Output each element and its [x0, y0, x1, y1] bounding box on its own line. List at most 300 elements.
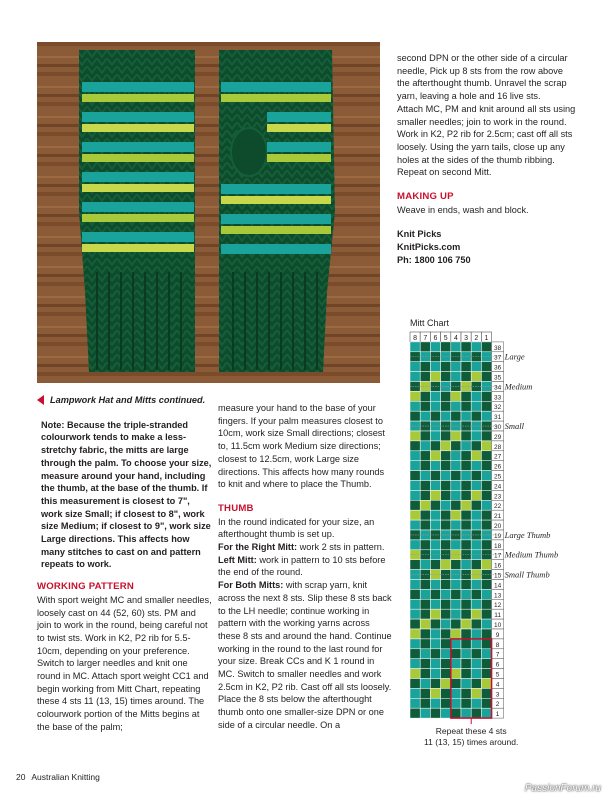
chart-cell — [430, 510, 440, 520]
chart-cell — [451, 471, 461, 481]
chart-cell — [430, 619, 440, 629]
row-number: 38 — [493, 344, 502, 352]
row-number: 18 — [493, 542, 502, 550]
chart-cell — [481, 580, 491, 590]
chart-cell — [441, 362, 451, 372]
chart-cell — [481, 441, 491, 451]
chart-cell — [420, 688, 430, 698]
chart-cell — [410, 639, 420, 649]
chart-cell — [461, 362, 471, 372]
chart-cell — [471, 490, 481, 500]
row-number: 24 — [493, 483, 502, 491]
chart-cell — [430, 629, 440, 639]
chart-cell — [430, 679, 440, 689]
chart-cell — [481, 490, 491, 500]
chart-cell — [420, 589, 430, 599]
chart-cell — [410, 500, 420, 510]
chart-cell — [441, 401, 451, 411]
right-column — [397, 52, 577, 267]
chart-cell — [461, 451, 471, 461]
chart-cell — [430, 580, 440, 590]
chart-cell — [441, 560, 451, 570]
measure-text: measure your hand to the base of your fingers. If your palm measures closest to 10cm, work size Small directions; closest to, 11.5cm work Medium size directions; closest to 12.5cm, work Large size directions. This affects how many rounds to knit and where to place the Thumb. — [218, 403, 385, 490]
chart-cell — [461, 520, 471, 530]
chart-cell — [441, 639, 451, 649]
chart-cell — [471, 372, 481, 382]
chart-cell — [481, 669, 491, 679]
chart-cell — [451, 639, 461, 649]
row-number: 8 — [495, 641, 500, 649]
row-number: 23 — [493, 493, 502, 501]
row-number: 4 — [495, 681, 500, 689]
chart-cell — [441, 391, 451, 401]
chart-cell — [430, 520, 440, 530]
chart-cell — [441, 431, 451, 441]
chart-cell — [410, 649, 420, 659]
chart-cell — [410, 451, 420, 461]
chart-cell — [461, 708, 471, 718]
mitts-illustration — [37, 42, 380, 383]
chart-cell — [481, 342, 491, 352]
chart-cell — [441, 372, 451, 382]
chart-cell — [441, 589, 451, 599]
size-label: Small Thumb — [504, 569, 550, 580]
chart-cell — [471, 560, 481, 570]
chart-cell — [410, 411, 420, 421]
chart-cell — [481, 609, 491, 619]
row-number: 16 — [493, 562, 502, 570]
chart-cell — [461, 669, 471, 679]
both-mitts-instruction — [218, 579, 393, 693]
chart-cell — [410, 461, 420, 471]
chart-cell — [410, 401, 420, 411]
chart-cell — [441, 342, 451, 352]
chart-cell — [441, 580, 451, 590]
chart-cell — [410, 490, 420, 500]
chart-cell — [471, 698, 481, 708]
row-number: 19 — [493, 532, 502, 540]
col-header-label: 8 — [413, 334, 418, 342]
both-mitts-label: For Both Mitts: — [218, 580, 284, 591]
chart-cell — [451, 698, 461, 708]
company-phone: Ph: 1800 106 750 — [397, 254, 471, 265]
chart-cell — [420, 698, 430, 708]
sizing-note: Note: Because the triple-stranded colourwork tends to make a less-stretchy fabric, the mitts are large through the palm. To choose your size, measure around your hand, including the thumb, at the base of the thumb. If this measurement is closest to 7", work size Small; if closest to 8", work size Medium; if closest to 9", work size Large directions. This affects how many stitches to cast on and pattern repeats to work. — [41, 419, 212, 570]
chart-cell — [481, 649, 491, 659]
row-number: 21 — [493, 513, 502, 521]
chart-cell — [420, 451, 430, 461]
chart-cell — [471, 481, 481, 491]
chart-cell — [471, 649, 481, 659]
chart-cell — [481, 500, 491, 510]
chart-title: Mitt Chart — [410, 318, 450, 328]
chart-cell — [461, 401, 471, 411]
chart-cell — [471, 411, 481, 421]
chart-cell — [471, 708, 481, 718]
chart-cell — [430, 481, 440, 491]
chart-cell — [451, 560, 461, 570]
chart-cell — [461, 609, 471, 619]
chart-cell — [420, 391, 430, 401]
chart-cell — [481, 362, 491, 372]
chart-cell — [410, 391, 420, 401]
chart-cell — [481, 659, 491, 669]
chart-cell — [451, 490, 461, 500]
chart-cell — [410, 708, 420, 718]
chart-cell — [481, 471, 491, 481]
making-up-heading: MAKING UP — [397, 191, 454, 203]
chart-cell — [451, 500, 461, 510]
chart-cell — [471, 362, 481, 372]
chart-cell — [461, 698, 471, 708]
chart-cell — [430, 461, 440, 471]
size-label: Small — [504, 421, 524, 431]
chart-cell — [410, 520, 420, 530]
row-number: 28 — [493, 443, 502, 451]
chart-cell — [420, 649, 430, 659]
chart-cell — [441, 481, 451, 491]
chart-cell — [410, 441, 420, 451]
chart-cell — [410, 619, 420, 629]
chart-cell — [441, 510, 451, 520]
working-pattern-text: With sport weight MC and smaller needles, loosely cast on 44 (52, 60) sts. PM and join to work in the round, being careful not to twist sts. Work in K2, P2 rib for 5.5-10cm, depending on your preference. Switch to larger needles and knit one round in MC. Attach sport weight CC1 and begin working from Mitt Chart, repeating these 4 sts 11 (13, 15) times around. The colourwork portion of the Mitts begins at the base of the palm; — [37, 594, 212, 732]
chart-cell — [471, 431, 481, 441]
magazine-name: Australian Knitting — [31, 772, 100, 782]
chart-cell — [420, 679, 430, 689]
chart-cell — [410, 580, 420, 590]
chart-cell — [410, 589, 420, 599]
chart-cell — [471, 461, 481, 471]
chart-cell — [430, 500, 440, 510]
row-number: 32 — [493, 404, 502, 412]
chart-cell — [430, 471, 440, 481]
chart-cell — [420, 540, 430, 550]
chart-cell — [471, 510, 481, 520]
chart-cell — [451, 411, 461, 421]
chart-cell — [481, 520, 491, 530]
middle-column — [218, 402, 393, 732]
mitt-chart — [398, 310, 598, 760]
chart-cell — [430, 609, 440, 619]
row-number: 27 — [493, 453, 502, 461]
chart-cell — [441, 698, 451, 708]
chart-cell — [471, 599, 481, 609]
chart-cell — [461, 391, 471, 401]
chart-cell — [451, 688, 461, 698]
chart-cell — [430, 688, 440, 698]
chart-cell — [420, 619, 430, 629]
chart-cell — [461, 639, 471, 649]
chart-cell — [471, 342, 481, 352]
chart-cell — [441, 451, 451, 461]
chart-cell — [410, 431, 420, 441]
chart-cell — [410, 669, 420, 679]
chart-cell — [430, 669, 440, 679]
chart-cell — [451, 679, 461, 689]
chart-cell — [430, 362, 440, 372]
thumb-intro-text: In the round indicated for your size, an afterthought thumb is set up. — [218, 516, 375, 540]
chart-cell — [420, 708, 430, 718]
row-number: 31 — [493, 414, 502, 422]
both-mitts-text: with scrap yarn, knit across the next 8 sts. Slip these 8 sts back to the LH needle; continue working in pattern with the working yarns across these 8 sts and around the hand. Continue working in the round to the last round for your size. Break CCs and K 1 round in MC. Switch to smaller needles and work 2.5cm in K2, P2 rib. Cast off all sts loosely. — [218, 580, 392, 692]
chart-cell — [410, 698, 420, 708]
chart-cell — [461, 481, 471, 491]
chart-cell — [441, 688, 451, 698]
row-number: 14 — [493, 582, 502, 590]
chart-cell — [481, 372, 491, 382]
chart-cell — [410, 510, 420, 520]
chart-cell — [430, 560, 440, 570]
chart-cell — [451, 669, 461, 679]
chart-cell — [420, 372, 430, 382]
chart-cell — [430, 659, 440, 669]
chart-cell — [430, 342, 440, 352]
chart-cell — [441, 609, 451, 619]
chart-cell — [471, 639, 481, 649]
chart-cell — [420, 500, 430, 510]
chart-cell — [461, 411, 471, 421]
chart-cell — [461, 372, 471, 382]
row-number: 35 — [493, 374, 502, 382]
chart-cell — [481, 560, 491, 570]
chart-cell — [430, 451, 440, 461]
chart-cell — [441, 599, 451, 609]
col-header-label: 5 — [443, 334, 448, 342]
row-number: 34 — [493, 384, 502, 392]
chart-cell — [481, 451, 491, 461]
chart-cell — [430, 698, 440, 708]
chart-cell — [481, 461, 491, 471]
chart-cell — [441, 441, 451, 451]
chart-cell — [430, 540, 440, 550]
chart-cell — [441, 619, 451, 629]
chart-cell — [481, 639, 491, 649]
chart-cell — [420, 560, 430, 570]
chart-cell — [461, 500, 471, 510]
chart-cell — [410, 688, 420, 698]
chart-cell — [451, 451, 461, 461]
chart-cell — [420, 659, 430, 669]
chart-cell — [441, 540, 451, 550]
working-pattern-heading: WORKING PATTERN — [37, 581, 134, 593]
row-number: 1 — [495, 711, 500, 719]
chart-cell — [471, 451, 481, 461]
chart-cell — [461, 599, 471, 609]
chart-cell — [451, 342, 461, 352]
chart-cell — [451, 391, 461, 401]
right-mitt-instruction — [218, 541, 393, 554]
chart-cell — [481, 481, 491, 491]
chart-cell — [461, 441, 471, 451]
chart-cell — [410, 679, 420, 689]
company-website: KnitPicks.com — [397, 242, 461, 253]
chart-cell — [441, 659, 451, 669]
chart-cell — [451, 481, 461, 491]
chart-cell — [481, 708, 491, 718]
chart-cell — [441, 708, 451, 718]
row-number: 30 — [493, 424, 502, 431]
left-mitt-text: work in pattern to 10 sts before the end of the round. — [218, 554, 386, 578]
row-number: 36 — [493, 364, 502, 372]
chart-cell — [451, 589, 461, 599]
chart-cell — [441, 649, 451, 659]
chart-cell — [420, 639, 430, 649]
chart-cell — [410, 362, 420, 372]
chart-cell — [420, 580, 430, 590]
chart-cell — [420, 411, 430, 421]
chart-cell — [461, 629, 471, 639]
chart-cell — [481, 629, 491, 639]
continued-line — [37, 394, 212, 407]
chart-cell — [451, 708, 461, 718]
chart-cell — [410, 659, 420, 669]
left-column — [37, 394, 212, 734]
chart-cell — [430, 431, 440, 441]
chart-cell — [430, 708, 440, 718]
left-mitt-instruction — [218, 554, 393, 579]
size-label: Large Thumb — [504, 529, 551, 540]
row-number: 13 — [493, 592, 502, 600]
page-footer — [16, 772, 100, 782]
col-header-label: 1 — [484, 334, 489, 342]
chart-cell — [461, 342, 471, 352]
row-number: 25 — [493, 473, 502, 481]
row-number: 37 — [493, 354, 502, 362]
chart-cell — [441, 669, 451, 679]
row-number: 10 — [493, 622, 502, 629]
chart-cell — [481, 401, 491, 411]
chart-cell — [451, 520, 461, 530]
chart-cell — [471, 609, 481, 619]
chart-cell — [461, 461, 471, 471]
col-header-label: 7 — [423, 334, 428, 342]
chart-cell — [430, 411, 440, 421]
chart-cell — [451, 599, 461, 609]
col-header-label: 2 — [474, 334, 479, 342]
chart-cell — [461, 580, 471, 590]
row-number: 20 — [493, 523, 502, 530]
chart-cell — [451, 580, 461, 590]
mitts-photo — [37, 42, 380, 383]
watermark: PassionForum.ru — [524, 783, 601, 794]
chart-cell — [481, 619, 491, 629]
row-number: 12 — [493, 602, 502, 610]
chart-cell — [420, 520, 430, 530]
chart-cell — [461, 649, 471, 659]
continued-text: Lampwork Hat and Mitts continued. — [50, 395, 206, 405]
chart-cell — [481, 510, 491, 520]
chart-cell — [481, 589, 491, 599]
chart-cell — [451, 401, 461, 411]
chart-cell — [420, 401, 430, 411]
chart-cell — [430, 372, 440, 382]
chart-cell — [441, 411, 451, 421]
chart-cell — [430, 490, 440, 500]
chart-cell — [461, 688, 471, 698]
chart-cell — [471, 669, 481, 679]
chart-cell — [410, 481, 420, 491]
chart-cell — [451, 431, 461, 441]
chart-cell — [471, 629, 481, 639]
chart-cell — [461, 490, 471, 500]
left-mitt-label: Left Mitt: — [218, 554, 257, 565]
row-number: 7 — [495, 651, 500, 659]
chart-cell — [420, 461, 430, 471]
chart-cell — [471, 391, 481, 401]
chart-cell — [471, 679, 481, 689]
chart-cell — [420, 342, 430, 352]
chart-cell — [451, 510, 461, 520]
row-number: 5 — [495, 671, 500, 679]
chart-cell — [471, 500, 481, 510]
row-number: 3 — [495, 691, 500, 699]
repeat-label-line2: 11 (13, 15) times around. — [424, 737, 519, 748]
chart-cell — [410, 372, 420, 382]
chart-cell — [410, 342, 420, 352]
chart-cell — [481, 679, 491, 689]
chart-cell — [420, 471, 430, 481]
chart-cell — [451, 649, 461, 659]
chart-cell — [471, 619, 481, 629]
chart-cell — [461, 619, 471, 629]
row-number: 6 — [495, 661, 500, 669]
col-header-label: 4 — [453, 334, 458, 342]
row-number: 2 — [495, 701, 500, 709]
repeat-label-line1: Repeat these 4 sts — [435, 726, 507, 737]
chart-cell — [441, 679, 451, 689]
chart-cell — [461, 431, 471, 441]
chart-cell — [441, 471, 451, 481]
chart-cell — [461, 659, 471, 669]
chart-cell — [461, 510, 471, 520]
row-number: 22 — [493, 503, 502, 511]
chart-cell — [410, 471, 420, 481]
chart-cell — [420, 609, 430, 619]
chart-cell — [451, 372, 461, 382]
chart-cell — [441, 490, 451, 500]
chart-grid — [398, 310, 598, 760]
col-header-label: 3 — [464, 334, 469, 342]
chart-cell — [420, 629, 430, 639]
chart-cell — [471, 441, 481, 451]
chart-cell — [430, 599, 440, 609]
row-number: 33 — [493, 394, 502, 402]
chart-cell — [471, 401, 481, 411]
chart-cell — [441, 520, 451, 530]
making-up-text: Weave in ends, wash and block. — [397, 204, 529, 215]
chart-cell — [461, 679, 471, 689]
chart-cell — [420, 669, 430, 679]
chart-cell — [430, 649, 440, 659]
chart-cell — [410, 629, 420, 639]
chart-cell — [471, 540, 481, 550]
chart-cell — [471, 580, 481, 590]
chart-cell — [461, 560, 471, 570]
chart-cell — [461, 540, 471, 550]
chart-cell — [471, 471, 481, 481]
col-header-label: 6 — [433, 334, 438, 342]
chart-cell — [451, 441, 461, 451]
chart-cell — [430, 391, 440, 401]
row-number: 29 — [493, 433, 502, 441]
chart-cell — [481, 431, 491, 441]
chart-cell — [451, 619, 461, 629]
size-label: Large — [504, 351, 525, 362]
row-number: 9 — [495, 631, 500, 639]
chart-cell — [451, 659, 461, 669]
chart-cell — [441, 629, 451, 639]
row-number: 11 — [494, 612, 501, 620]
